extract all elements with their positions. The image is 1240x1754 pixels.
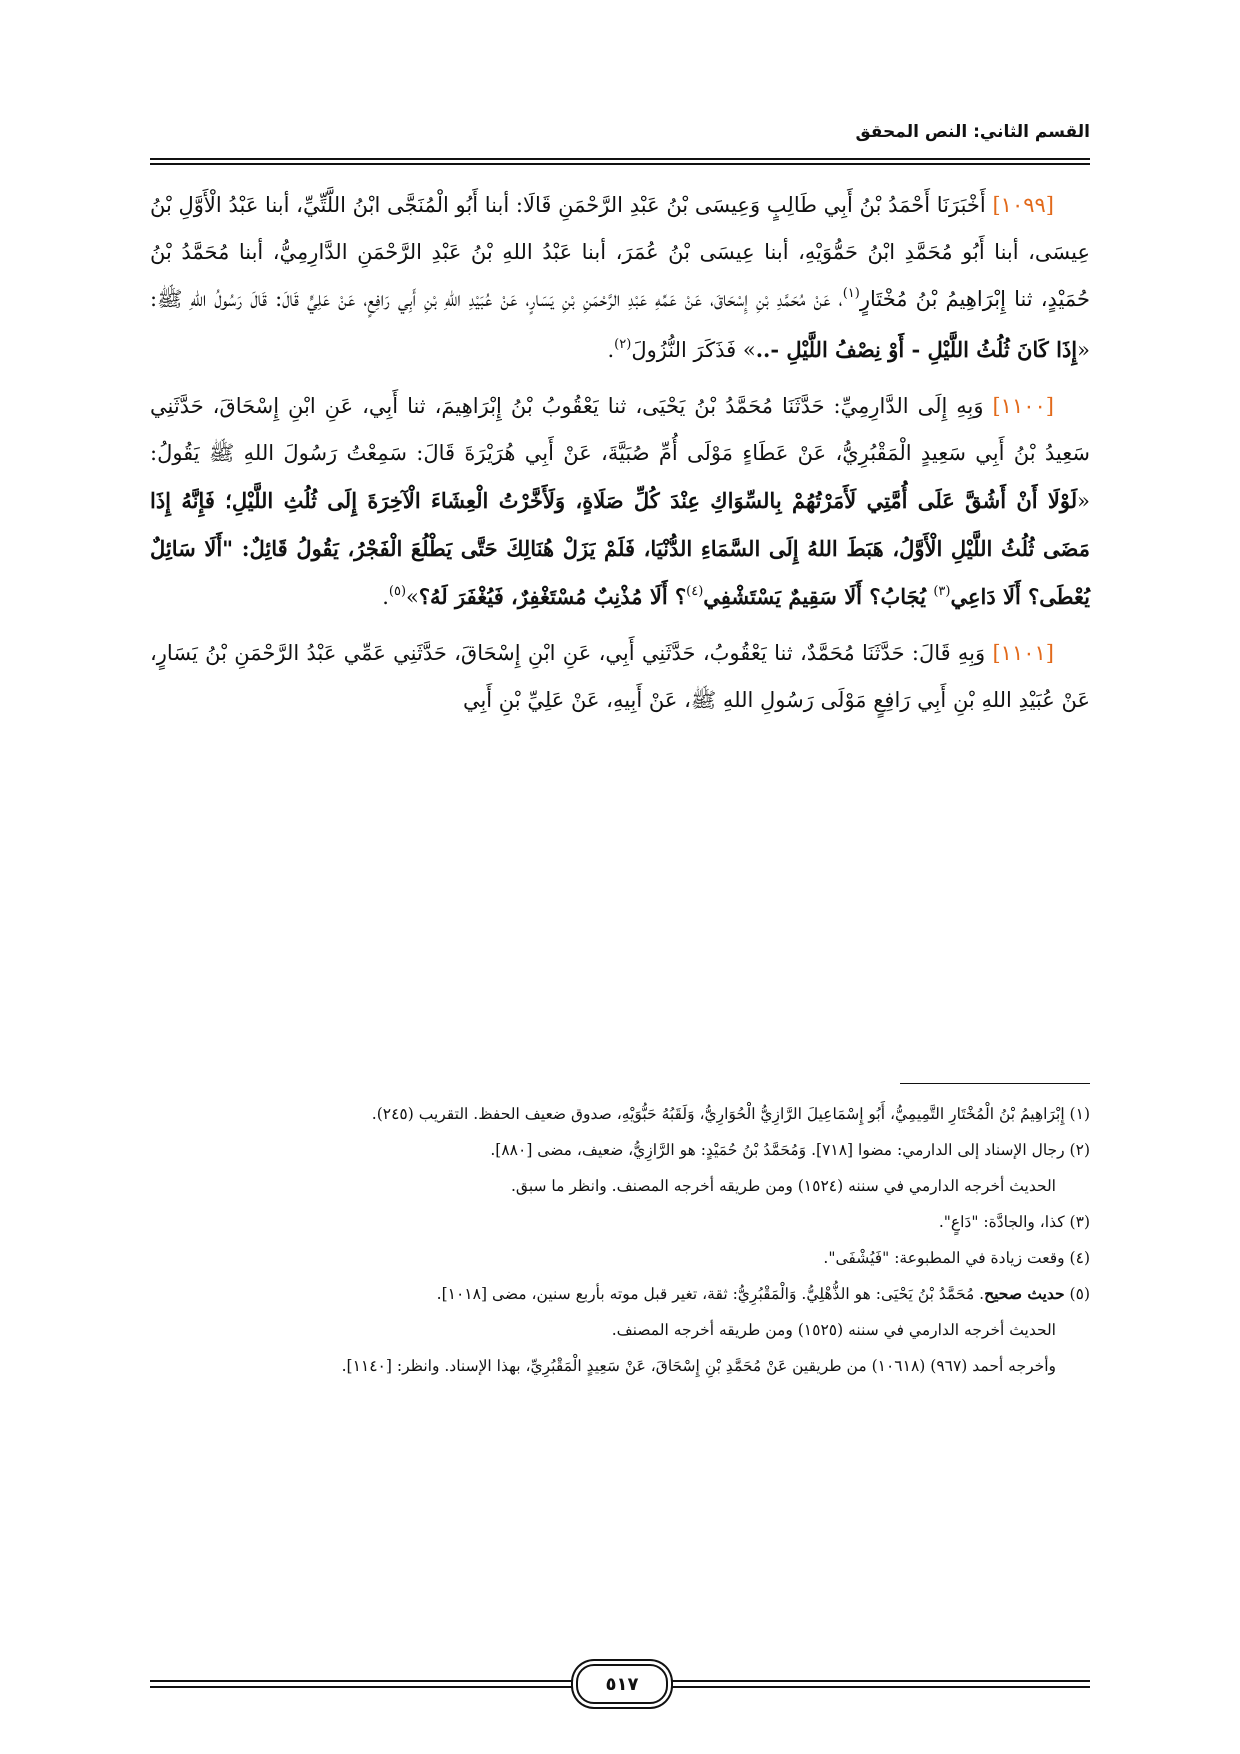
isnad-text: ، عَنْ مُحَمَّدِ بْنِ إِسْحَاقَ، عَنْ عَمِّهِ عَبْدِ الرَّحْمَنِ بْنِ يَسَارٍ، عَنْ عُبَيْدِ اللهِ بْنِ أَبِي رَافِعٍ، عَنْ عَلِيٍّ قَالَ: قَالَ رَسُولُ اللهِ ﷺ: «: [150, 287, 1090, 362]
isnad-text: » فَذَكَرَ النُّزُولَ: [631, 338, 756, 362]
footnote-2: (٢) رجال الإسناد إلى الدارمي: مضوا [٧١٨]. وَمُحَمَّدُ بْنُ حُمَيْدٍ: هو الرَّازِيُّ، ضعيف، مضى [٨٨٠].: [490, 1141, 1090, 1159]
hadith-text: إِذَا كَانَ ثُلُثُ اللَّيْلِ - أَوْ نِصْفُ اللَّيْلِ -..: [755, 337, 1078, 362]
footnote-5-continuation: الحديث أخرجه الدارمي في سننه (١٥٢٥) ومن طريقه أخرجه المصنف.: [611, 1321, 1056, 1339]
footnote-3: (٣) كذا، والجادَّة: "دَاعٍ".: [938, 1213, 1090, 1231]
footnote-ref: (٢): [614, 337, 632, 352]
isnad-text: وَبِهِ قَالَ: حَدَّثَنَا مُحَمَّدٌ، ثنا يَعْقُوبُ، حَدَّثَنِي أَبِي، عَنِ ابْنِ إِسْحَاقَ، حَدَّثَنِي عَمِّي عَبْدُ الرَّحْمَنِ بْنُ يَسَارٍ، عَنْ عُبَيْدِ اللهِ بْنِ أَبِي رَافِعٍ مَوْلَى رَسُولِ اللهِ ﷺ، عَنْ أَبِيهِ، عَنْ عَلِيِّ بْنِ أَبِي: [150, 641, 1090, 712]
entry-number: [١١٠١]: [992, 641, 1054, 665]
isnad-text: وَبِهِ إِلَى الدَّارِمِيِّ: حَدَّثَنَا مُحَمَّدُ بْنُ يَحْيَى، ثنا يَعْقُوبُ بْنُ إِبْرَاهِيمَ، ثنا أَبِي، عَنِ ابْنِ إِسْحَاقَ، حَدَّثَنِي سَعِيدُ بْنُ أَبِي سَعِيدٍ الْمَقْبُرِيُّ، عَنْ عَطَاءٍ مَوْلَى أُمِّ صُبَيَّةَ، عَنْ أَبِي هُرَيْرَةَ قَالَ: سَمِعْتُ رَسُولَ اللهِ ﷺ يَقُولُ: «: [150, 394, 1090, 513]
footnote-ref: (٤): [686, 584, 704, 599]
entry-number: [١٠٩٩]: [992, 193, 1054, 217]
footnote-ref: (٥): [388, 584, 407, 599]
footnote-4: (٤) وقعت زيادة في المطبوعة: "فَيُشْفَى".: [823, 1249, 1090, 1267]
grading-label: حديث صحيح: [984, 1284, 1065, 1303]
header-rule-lower: [150, 163, 1090, 165]
footnote-separator: [900, 1083, 1090, 1084]
entry-1100: [150, 383, 1090, 624]
footnote-5-continuation: وأخرجه أحمد (٩٦٧) (١٠٦١٨) من طريقين عَنْ مُحَمَّدِ بْنِ إِسْحَاقَ، عَنْ سَعِيدٍ الْمَقْبُرِيِّ، بهذا الإسناد. وانظر: [١١٤٠].: [341, 1357, 1056, 1375]
entry-1101: [150, 630, 1090, 724]
main-text: [150, 182, 1090, 730]
isnad-text: .: [382, 585, 389, 609]
page-header-title: القسم الثاني: النص المحقق: [855, 122, 1090, 142]
footnote-text: . مُحَمَّدُ بْنُ يَحْيَى: هو الذُّهْلِيُّ. وَالْمَقْبُرِيُّ: ثقة، تغير قبل موته بأربع سنين، مضى [١٠١٨].: [436, 1285, 985, 1303]
footnote-ref: (٣): [933, 584, 951, 599]
hadith-text: يُجَابُ؟ أَلَا سَقِيمٌ يَسْتَشْفِي: [703, 584, 934, 609]
footnotes: [150, 1096, 1090, 1384]
footnote-1: (١) إِبْرَاهِيمُ بْنُ الْمُخْتَارِ التَّمِيمِيُّ، أَبُو إِسْمَاعِيلَ الرَّازِيُّ الْحُوَارِيُّ، وَلَقَبُهُ حَبُّوَيْهِ، صدوق ضعيف الحفظ. التقريب (٢٤٥).: [371, 1105, 1090, 1123]
header-rule-upper: [150, 158, 1090, 160]
hadith-text: ؟ أَلَا مُذْنِبٌ مُسْتَغْفِرٌ، فَيُغْفَرَ لَهُ؟: [418, 584, 687, 609]
isnad-text: .: [607, 338, 615, 362]
page-number: ٥١٧: [576, 1664, 668, 1704]
hadith-text: لَوْلَا أَنْ أَشُقَّ عَلَى أُمَّتِي لَأَمَرْتُهُمْ بِالسِّوَاكِ عِنْدَ كُلِّ صَلَاةٍ، وَلَأَخَّرْتُ الْعِشَاءَ الْآخِرَةَ إِلَى ثُلُثِ اللَّيْلِ؛ فَإِنَّهُ إِذَا مَضَى ثُلُثُ اللَّيْلِ الْأَوَّلُ، هَبَطَ اللهُ إِلَى السَّمَاءِ الدُّنْيَا، فَلَمْ يَزَلْ هُنَالِكَ حَتَّى يَطْلُعَ الْفَجْرُ، يَقُولُ قَائِلٌ: "أَلَا سَائِلٌ يُعْطَى؟ أَلَا دَاعِي: [150, 488, 1090, 609]
footnote-5: [150, 1276, 1090, 1312]
isnad-text: أَخْبَرَنَا أَحْمَدُ بْنُ أَبِي طَالِبٍ وَعِيسَى بْنُ عَبْدِ الرَّحْمَنِ قَالَا: أبنا أَبُو الْمُنَجَّى ابْنُ اللَّتِّيِّ، أبنا عَبْدُ الْأَوَّلِ بْنُ عِيسَى، أبنا أَبُو مُحَمَّدِ ابْنُ حَمُّوَيْهِ، أبنا عِيسَى بْنُ عُمَرَ، أبنا عَبْدُ اللهِ بْنُ عَبْدِ الرَّحْمَنِ الدَّارِمِيُّ، أبنا مُحَمَّدُ بْنُ حُمَيْدٍ، ثنا إِبْرَاهِيمُ بْنُ مُخْتَارٍ: [150, 193, 1090, 311]
footnote-number: (٥): [1064, 1285, 1090, 1303]
footnote-2-continuation: الحديث أخرجه الدارمي في سننه (١٥٢٤) ومن طريقه أخرجه المصنف. وانظر ما سبق.: [510, 1177, 1056, 1195]
footnote-ref: (١): [842, 286, 860, 301]
isnad-text: »: [406, 585, 419, 609]
entry-number: [١١٠٠]: [992, 394, 1054, 418]
entry-1099: [150, 182, 1090, 377]
